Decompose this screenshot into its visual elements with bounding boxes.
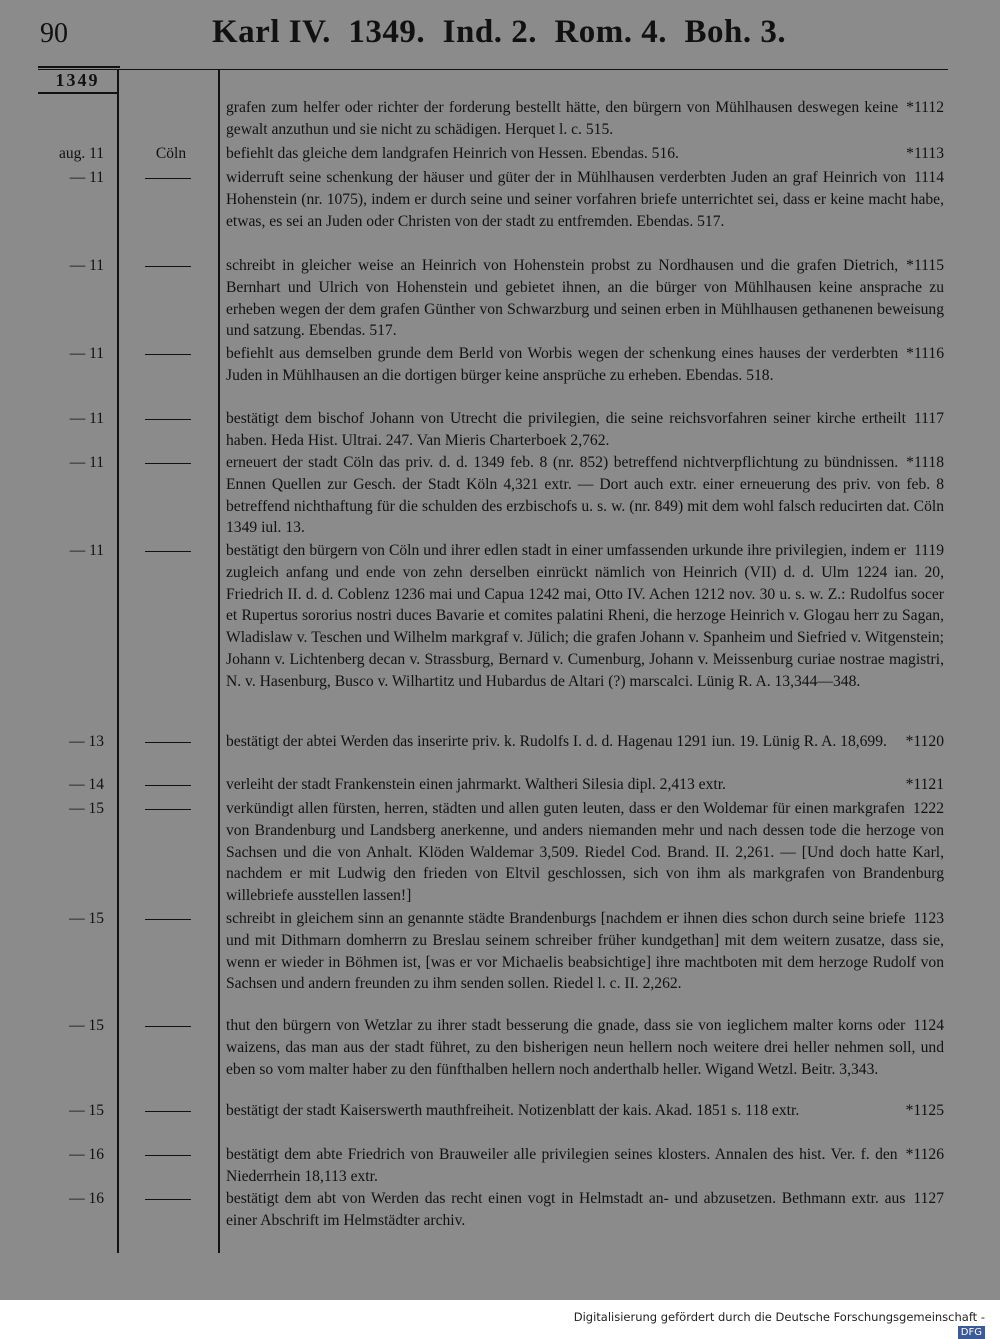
entry-number: *1120 xyxy=(905,733,944,750)
entry-text xyxy=(226,540,944,693)
entry-number: *1115 xyxy=(906,257,944,274)
entry-text xyxy=(226,1015,944,1080)
entry-number: 1119 xyxy=(913,542,944,559)
year-underline xyxy=(38,92,117,94)
entry-text xyxy=(226,167,944,232)
header-rule-long xyxy=(38,69,948,70)
entry-body: grafen zum helfer oder richter der forderung bestellt hätte, den bürgern von Mühlhausen deswegen keine gewalt anzuthun und sie nicht zu schädigen. Herquet l. c. 515. xyxy=(226,99,899,138)
entry-body: befiehlt aus demselben grunde dem Berld von Worbis wegen der schenkung eines hauses der verderbten Juden in Mühlhausen an die dortigen bürger keine ansprüche zu erheben. Ebendas. 518. xyxy=(226,345,899,384)
entry-number: 1124 xyxy=(913,1017,944,1034)
place-ditto-dash xyxy=(145,551,191,552)
entry-body: erneuert der stadt Cöln das priv. d. d. 1349 feb. 8 (nr. 852) betreffend nichtverpflichtung zu bündnissen. Ennen Quellen zur Gesch. der Stadt Köln 4,321 extr. — Dort auch extr. einer erneuerung des priv. von feb. 8 betreffend nichthaftung für die schulden des erzbischofs u. s. w. (nr. 849) mit dem wohl falsch reducirten dat. Cöln 1349 iul. 13. xyxy=(226,454,944,537)
place-ditto-dash xyxy=(145,266,191,267)
entry-body: bestätigt dem abt von Werden das recht einen vogt in Helmstadt an- und abzusetzen. Bethmann extr. aus einer Abschrift im Helmstädter archiv. xyxy=(226,1190,906,1229)
entry-date: — 11 xyxy=(69,257,104,274)
entry-date: — 13 xyxy=(69,733,104,750)
entry-text xyxy=(226,1144,944,1188)
year-label: 1349 xyxy=(55,70,100,90)
place-ditto-dash xyxy=(145,1199,191,1200)
entry-number: *1116 xyxy=(906,345,944,362)
place-ditto-dash xyxy=(145,785,191,786)
entry-number: 1123 xyxy=(913,910,944,927)
entry-text xyxy=(226,255,944,342)
footer-text: Digitalisierung gefördert durch die Deutsche Forschungsgemeinschaft - xyxy=(573,1310,985,1324)
place-ditto-dash xyxy=(145,1111,191,1112)
footer-credit xyxy=(560,1310,985,1339)
entry-number: *1126 xyxy=(905,1146,944,1163)
entry-date: — 14 xyxy=(69,776,104,793)
entry-text xyxy=(226,774,944,796)
header-rule xyxy=(38,66,120,68)
entry-body: schreibt in gleichem sinn an genannte städte Brandenburgs [nachdem er ihnen dies schon durch seine briefe und mit Dithmarn domherrn zu Breslau seinem schreiber früher kundgethan] mit dem weitern zusatze, dass sie, wenn er wieder in Böhmen ist, [was er vor Michaelis beabsichtige] ihre machtboten mit dem herzoge Rudolf von Sachsen und andern freunden zu ihm senden sollen. Riedel l. c. II. 2,262. xyxy=(226,910,944,993)
entry-body: schreibt in gleicher weise an Heinrich von Hohenstein probst zu Nordhausen und die grafen Dietrich, Bernhart und Ulrich von Hohenstein und gebietet ihnen, an die bürger von Mühlhausen keine ansprache zu erheben wegen der dem grafen Günther von Schwarzburg und seinen erben in Mühlhausen gethanenen beweisung und satzung. Ebendas. 517. xyxy=(226,257,944,340)
entry-number: *1113 xyxy=(906,145,944,162)
date-column-rule xyxy=(117,70,119,1253)
entry-body: bestätigt den bürgern von Cöln und ihrer edlen stadt in einer umfassenden urkunde ihre privilegien, indem er zugleich anfang und ende von zehn derselben einrückt nämlich von Heinrich (VII) d. d. Ulm 1224 ian. 20, Friedrich II. d. d. Coblenz 1236 mai und Capua 1242 mai, Otto IV. Achen 1212 nov. 30 u. s. w. Z.: Rudolfus socer et Rupertus sororius nostri duces Bavarie et comites palatini Rheni, die herzoge Heinrich v. Glogau herr zu Sagan, Wladislaw v. Teschen und Wilhelm markgraf v. Jülich; die grafen Johann v. Spanheim und Siefried v. Witgenstein; Johann v. Lichtenberg decan v. Strassburg, Bernard v. Cumenburg, Johann v. Meissenburg curiae nostrae magistri, N. v. Hasenburg, Busco v. Wilhartitz und Hubardus de Altari (?) marscalci. Lünig R. A. 13,344—348. xyxy=(226,542,944,690)
entry-text xyxy=(226,343,944,387)
entry-number: 1117 xyxy=(913,410,944,427)
entry-body: bestätigt der abtei Werden das inserirte priv. k. Rudolfs I. d. d. Hagenau 1291 iun. 19. Lünig R. A. 18,699. xyxy=(226,733,887,750)
entry-date: — 11 xyxy=(69,410,104,427)
entry-body: befiehlt das gleiche dem landgrafen Heinrich von Hessen. Ebendas. 516. xyxy=(226,145,679,162)
entry-body: bestätigt dem bischof Johann von Utrecht die privilegien, die seine reichsvorfahren seiner kirche ertheilt haben. Heda Hist. Ultrai. 247. Van Mieris Charterboek 2,762. xyxy=(226,410,906,449)
entry-text xyxy=(226,408,944,452)
place-ditto-dash xyxy=(145,419,191,420)
place-ditto-dash xyxy=(145,1155,191,1156)
entry-date: — 15 xyxy=(69,1102,104,1119)
entry-date: — 11 xyxy=(69,542,104,559)
place-ditto-dash xyxy=(145,742,191,743)
place-ditto-dash xyxy=(145,178,191,179)
entry-number: 1114 xyxy=(913,169,944,186)
entry-date: — 11 xyxy=(69,169,104,186)
entry-body: bestätigt dem abte Friedrich von Brauweiler alle privilegien seines klosters. Annalen des hist. Ver. f. den Niederrhein 18,113 extr. xyxy=(226,1146,898,1185)
entry-text xyxy=(226,798,944,907)
place-ditto-dash xyxy=(145,463,191,464)
entry-text xyxy=(226,1188,944,1232)
entry-number: *1118 xyxy=(906,454,944,471)
entry-text xyxy=(226,143,944,165)
entry-date: — 16 xyxy=(69,1146,104,1163)
entry-body: bestätigt der stadt Kaiserswerth mauthfreiheit. Notizenblatt der kais. Akad. 1851 s. 118 extr. xyxy=(226,1102,800,1119)
place-column-rule xyxy=(218,70,220,1253)
entry-number: 1127 xyxy=(913,1190,944,1207)
entry-number: *1121 xyxy=(905,776,944,793)
place-ditto-dash xyxy=(145,919,191,920)
entry-date: — 15 xyxy=(69,1017,104,1034)
entry-body: thut den bürgern von Wetzlar zu ihrer stadt besserung die gnade, dass sie von ieglichem malter korns oder waizens, das man aus der stadt führet, zu den bisherigen neun hellern noch weitere drei heller nehmen soll, und eben so vom malter haber zu den fünfthalben hellern noch anderthalb heller. Wigand Wetzl. Beitr. 3,343. xyxy=(226,1017,944,1078)
page-number: 90 xyxy=(40,18,68,49)
entry-body: widerruft seine schenkung der häuser und güter der in Mühlhausen verderbten Juden an graf Heinrich von Hohenstein (nr. 1075), indem er durch seine und seiner vorfahren briefe unterrichtet sei, dass er keine macht habe, etwas, es sei an Juden oder Christen von der stadt zu entfremden. Ebendas. 517. xyxy=(226,169,944,230)
entry-text xyxy=(226,452,944,539)
entry-date: — 16 xyxy=(69,1190,104,1207)
entry-text xyxy=(226,97,944,141)
running-header: Karl IV. 1349. Ind. 2. Rom. 4. Boh. 3. xyxy=(212,14,787,50)
entry-date: — 11 xyxy=(69,345,104,362)
entry-date: — 15 xyxy=(69,800,104,817)
entry-text xyxy=(226,908,944,995)
entry-number: *1112 xyxy=(906,99,944,116)
entry-body: verleiht der stadt Frankenstein einen jahrmarkt. Waltheri Silesia dipl. 2,413 extr. xyxy=(226,776,726,793)
entry-date: aug. 11 xyxy=(58,145,104,162)
entry-date: — 11 xyxy=(69,454,104,471)
place-ditto-dash xyxy=(145,809,191,810)
entry-text xyxy=(226,1100,944,1122)
entry-body: verkündigt allen fürsten, herren, städten und allen guten leuten, dass er den Woldemar für einen markgrafen von Brandenburg und Landsberg anerkenne, und anders niemanden mehr und nach dessen tode die herzoge von Sachsen und die von Anhalt. Klöden Waldemar 3,509. Riedel Cod. Brand. II. 2,261. — [Und doch hatte Karl, nachdem er mit Ludwig den frieden von Eltvil geschlossen, sich von ihm als markgrafen von Brandenburg willebriefe ausstellen lassen!] xyxy=(226,800,944,905)
entry-date: — 15 xyxy=(69,910,104,927)
entry-number: *1125 xyxy=(905,1102,944,1119)
entry-place: Cöln xyxy=(155,145,187,162)
place-ditto-dash xyxy=(145,1026,191,1027)
place-ditto-dash xyxy=(145,354,191,355)
entry-number: 1222 xyxy=(912,800,944,817)
dfg-logo: DFG xyxy=(958,1326,985,1339)
entry-text xyxy=(226,731,944,753)
